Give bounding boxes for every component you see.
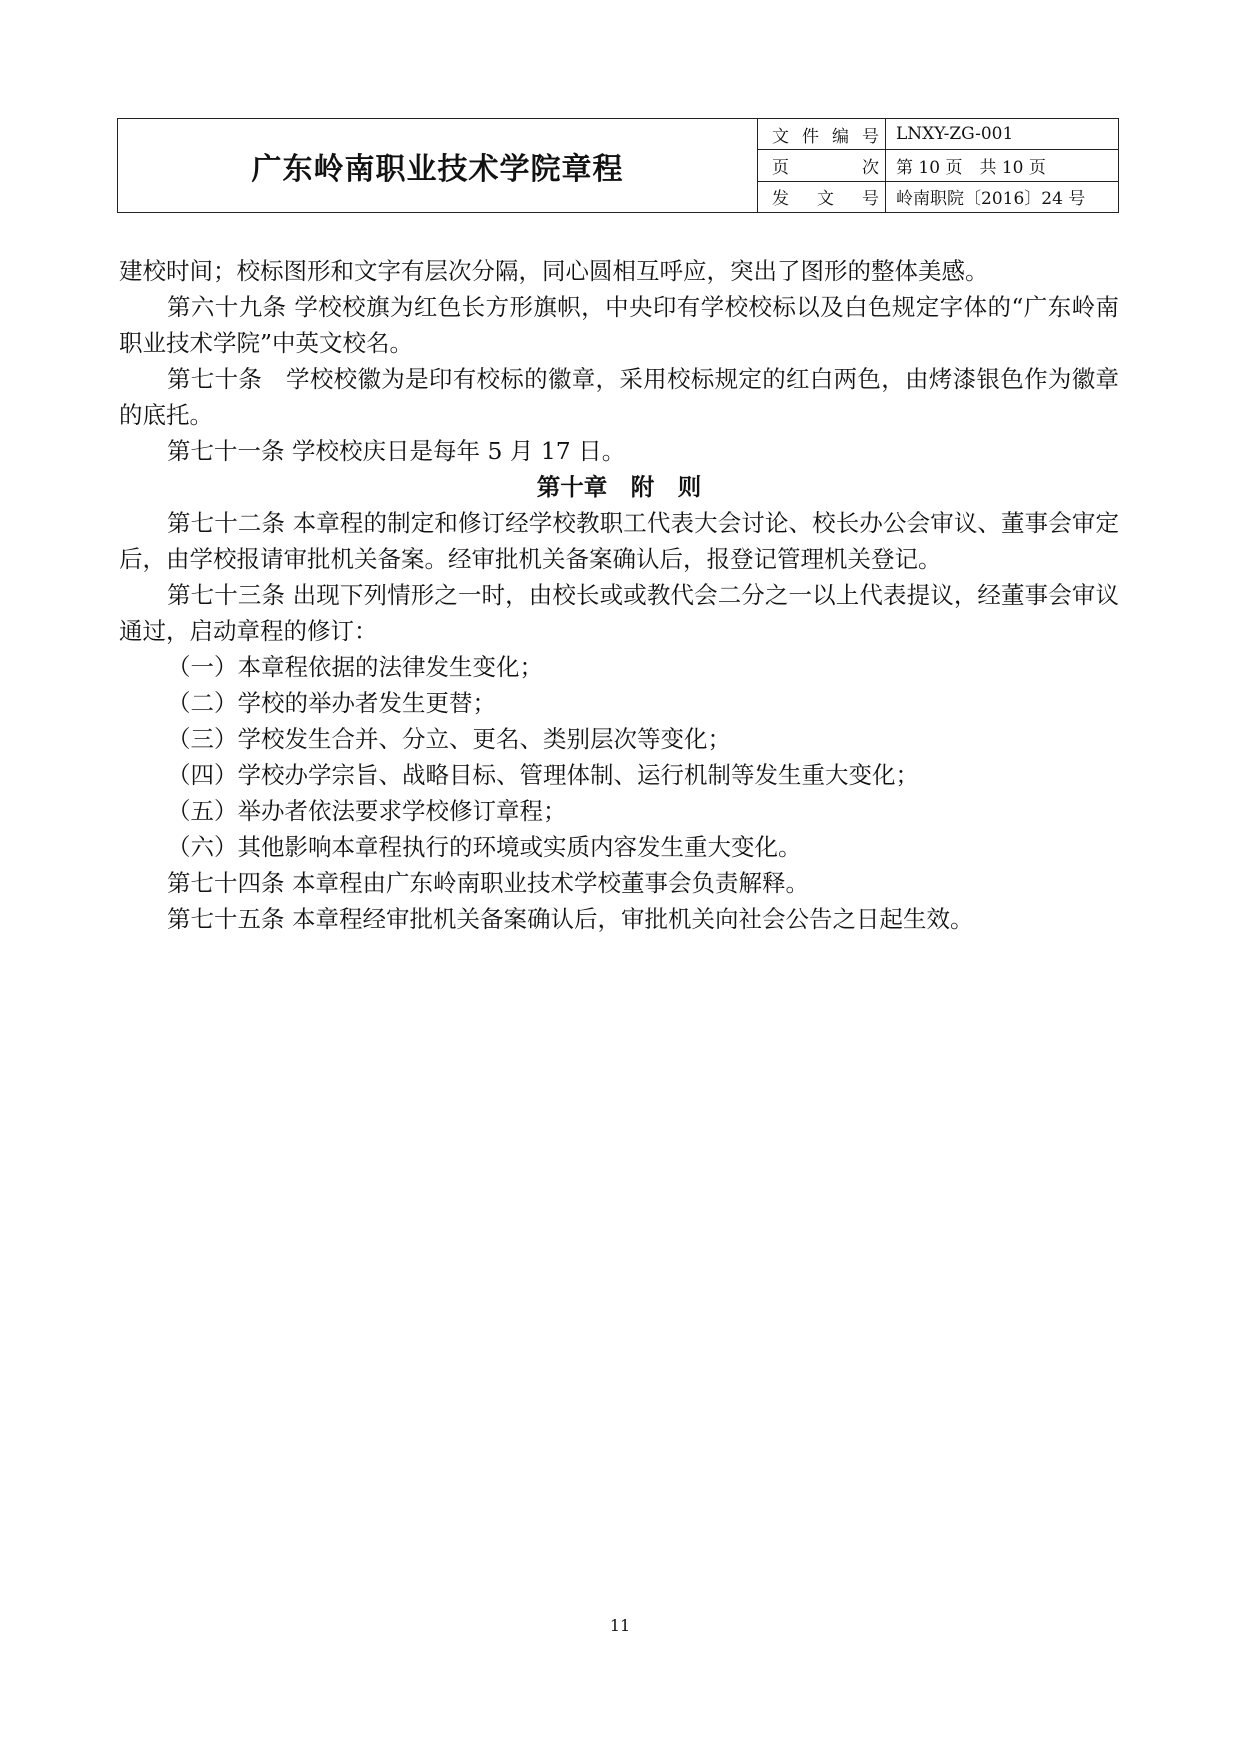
label-char: 次 — [862, 157, 879, 178]
page-value: 第 10 页 共 10 页 — [886, 150, 1119, 181]
article-70: 第七十条 学校校徽为是印有校标的徽章，采用校标规定的红白两色，由烤漆银色作为徽章的底托。 — [119, 365, 1119, 429]
article-72: 第七十二条 本章程的制定和修订经学校教职工代表大会讨论、校长办公会审议、董事会审定后，由学校报请审批机关备案。经审批机关备案确认后，报登记管理机关登记。 — [119, 509, 1119, 573]
file-number-label — [758, 119, 886, 150]
issuance-number-label — [758, 181, 886, 212]
issuance-number-value: 岭南职院〔2016〕24 号 — [886, 181, 1119, 212]
page-number: 11 — [609, 1616, 631, 1635]
list-item: （一）本章程依据的法律发生变化； — [167, 653, 543, 681]
list-item: （三）学校发生合并、分立、更名、类别层次等变化； — [167, 725, 731, 753]
file-number-value: LNXY-ZG-001 — [886, 119, 1119, 150]
label-char: 号 — [862, 189, 879, 210]
article-73: 第七十三条 出现下列情形之一时，由校长或或教代会二分之一以上代表提议，经董事会审议通过，启动章程的修订： — [119, 581, 1119, 645]
label-char: 件 — [802, 126, 819, 147]
label-char: 编 — [832, 126, 849, 147]
list-item: （六）其他影响本章程执行的环境或实质内容发生重大变化。 — [167, 833, 802, 861]
article-69: 第六十九条 学校校旗为红色长方形旗帜，中央印有学校校标以及白色规定字体的“广东岭南职业技术学院”中英文校名。 — [119, 293, 1119, 357]
document-header-table — [117, 118, 1119, 213]
document-title: 广东岭南职业技术学院章程 — [118, 119, 758, 213]
article-71: 第七十一条 学校校庆日是每年 5 月 17 日。 — [167, 437, 626, 465]
label-char: 发 — [772, 189, 789, 210]
list-item: （五）举办者依法要求学校修订章程； — [167, 797, 567, 825]
list-item: （四）学校办学宗旨、战略目标、管理体制、运行机制等发生重大变化； — [167, 761, 919, 789]
paragraph: 建校时间；校标图形和文字有层次分隔，同心圆相互呼应，突出了图形的整体美感。 — [119, 257, 989, 285]
label-char: 文 — [772, 126, 789, 147]
label-char: 页 — [772, 157, 789, 178]
list-item: （二）学校的举办者发生更替； — [167, 689, 496, 717]
article-74: 第七十四条 本章程由广东岭南职业技术学校董事会负责解释。 — [167, 869, 809, 897]
chapter-heading: 第十章 附 则 — [536, 473, 702, 501]
label-char: 文 — [817, 189, 834, 210]
label-char: 号 — [862, 126, 879, 147]
document-body — [119, 253, 1119, 937]
page-label — [758, 150, 886, 181]
article-75: 第七十五条 本章程经审批机关备案确认后，审批机关向社会公告之日起生效。 — [167, 905, 974, 933]
